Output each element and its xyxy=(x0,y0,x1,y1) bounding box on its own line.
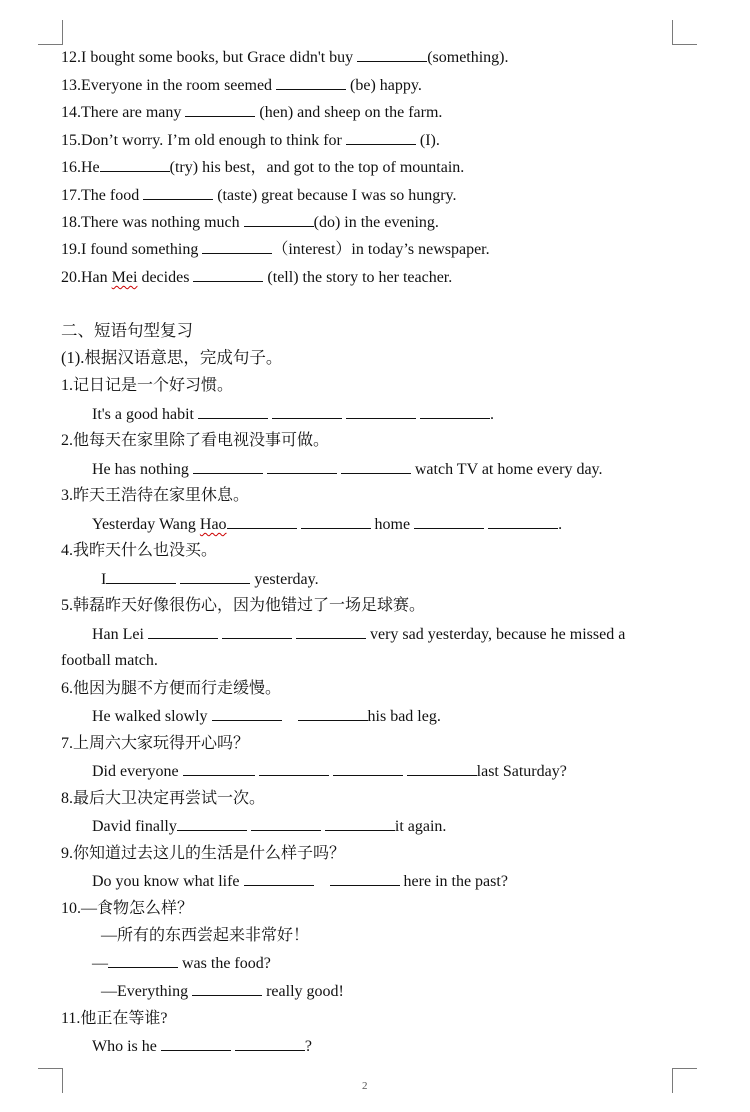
question-20: 20.Han Mei decides (tell) the story to her teacher. xyxy=(61,269,453,286)
answer-blank[interactable] xyxy=(193,267,263,282)
question-5-english-continued: football match. xyxy=(61,652,158,669)
answer-blank[interactable] xyxy=(488,514,558,529)
question-16: 16.He (try) his best，and got to the top of mountain. xyxy=(61,159,465,176)
question-10-english-reply: —Everything really good! xyxy=(101,983,344,1000)
question-3-chinese: 3.昨天王浩待在家里休息。 xyxy=(61,487,250,504)
answer-blank[interactable] xyxy=(414,514,484,529)
section-instruction: (1).根据汉语意思，完成句子。 xyxy=(61,348,283,367)
corner-mark-top-right xyxy=(672,20,697,45)
question-7-english: Did everyone last Saturday? xyxy=(92,763,567,780)
answer-blank[interactable] xyxy=(420,404,490,419)
question-10-english-question: — was the food? xyxy=(92,955,271,972)
question-9-english: Do you know what life here in the past? xyxy=(92,873,508,890)
question-10-chinese: 10.—食物怎么样？ xyxy=(61,900,194,917)
answer-blank[interactable] xyxy=(235,1036,305,1051)
answer-blank[interactable] xyxy=(100,157,170,172)
answer-blank[interactable] xyxy=(244,212,314,227)
question-6-english: He walked slowly his bad leg. xyxy=(92,708,441,725)
question-4-english: I yesterday. xyxy=(101,571,319,588)
question-4-chinese: 4.我昨天什么也没买。 xyxy=(61,542,218,559)
question-11-english: Who is he ? xyxy=(92,1038,312,1055)
question-5-chinese: 5.韩磊昨天好像很伤心，因为他错过了一场足球赛。 xyxy=(61,597,426,614)
question-14: 14.There are many (hen) and sheep on the farm. xyxy=(61,104,443,121)
answer-blank[interactable] xyxy=(276,75,346,90)
answer-blank[interactable] xyxy=(227,514,297,529)
answer-blank[interactable] xyxy=(298,706,368,721)
answer-blank[interactable] xyxy=(108,953,178,968)
answer-blank[interactable] xyxy=(222,624,292,639)
answer-blank[interactable] xyxy=(106,569,176,584)
answer-blank[interactable] xyxy=(185,102,255,117)
corner-mark-bottom-right xyxy=(672,1068,697,1093)
question-5-english: Han Lei very sad yesterday, because he missed a xyxy=(92,626,626,643)
answer-blank[interactable] xyxy=(325,816,395,831)
answer-blank[interactable] xyxy=(202,239,272,254)
question-12: 12.I bought some books, but Grace didn't buy (something). xyxy=(61,49,509,66)
answer-blank[interactable] xyxy=(341,459,411,474)
corner-mark-top-left xyxy=(38,20,63,45)
answer-blank[interactable] xyxy=(267,459,337,474)
answer-blank[interactable] xyxy=(143,185,213,200)
section-title: 二、短语句型复习 xyxy=(61,321,193,340)
question-15: 15.Don’t worry. I’m old enough to think for (I). xyxy=(61,132,440,149)
corner-mark-bottom-left xyxy=(38,1068,63,1093)
answer-blank[interactable] xyxy=(251,816,321,831)
question-8-english: David finally it again. xyxy=(92,818,447,835)
answer-blank[interactable] xyxy=(161,1036,231,1051)
question-11-chinese: 11.他正在等谁? xyxy=(61,1010,168,1027)
answer-blank[interactable] xyxy=(346,404,416,419)
answer-blank[interactable] xyxy=(180,569,250,584)
answer-blank[interactable] xyxy=(272,404,342,419)
answer-blank[interactable] xyxy=(244,871,314,886)
answer-blank[interactable] xyxy=(193,459,263,474)
answer-blank[interactable] xyxy=(183,761,255,776)
answer-blank[interactable] xyxy=(296,624,366,639)
answer-blank[interactable] xyxy=(198,404,268,419)
question-7-chinese: 7.上周六大家玩得开心吗？ xyxy=(61,735,250,752)
answer-blank[interactable] xyxy=(148,624,218,639)
answer-blank[interactable] xyxy=(330,871,400,886)
answer-blank[interactable] xyxy=(177,816,247,831)
question-2-chinese: 2.他每天在家里除了看电视没事可做。 xyxy=(61,432,330,449)
question-2-english: He has nothing watch TV at home every day. xyxy=(92,461,603,478)
question-8-chinese: 8.最后大卫决定再尝试一次。 xyxy=(61,790,266,807)
question-19: 19.I found something （interest）in today’s newspaper. xyxy=(61,241,490,258)
page-number: 2 xyxy=(362,1080,368,1092)
answer-blank[interactable] xyxy=(212,706,282,721)
answer-blank[interactable] xyxy=(333,761,403,776)
question-10-chinese-reply: —所有的东西尝起来非常好！ xyxy=(101,927,310,944)
question-3-english: Yesterday Wang Hao home . xyxy=(92,516,563,533)
answer-blank[interactable] xyxy=(301,514,371,529)
question-13: 13.Everyone in the room seemed (be) happy. xyxy=(61,77,422,94)
question-1-chinese: 1.记日记是一个好习惯。 xyxy=(61,377,234,394)
question-6-chinese: 6.他因为腿不方便而行走缓慢。 xyxy=(61,680,282,697)
answer-blank[interactable] xyxy=(192,981,262,996)
answer-blank[interactable] xyxy=(357,47,427,62)
answer-blank[interactable] xyxy=(259,761,329,776)
answer-blank[interactable] xyxy=(346,130,416,145)
question-1-english: It's a good habit . xyxy=(92,406,494,423)
question-9-chinese: 9.你知道过去这儿的生活是什么样子吗？ xyxy=(61,845,346,862)
question-18: 18.There was nothing much (do) in the evening. xyxy=(61,214,439,231)
question-17: 17.The food (taste) great because I was so hungry. xyxy=(61,187,457,204)
answer-blank[interactable] xyxy=(407,761,477,776)
